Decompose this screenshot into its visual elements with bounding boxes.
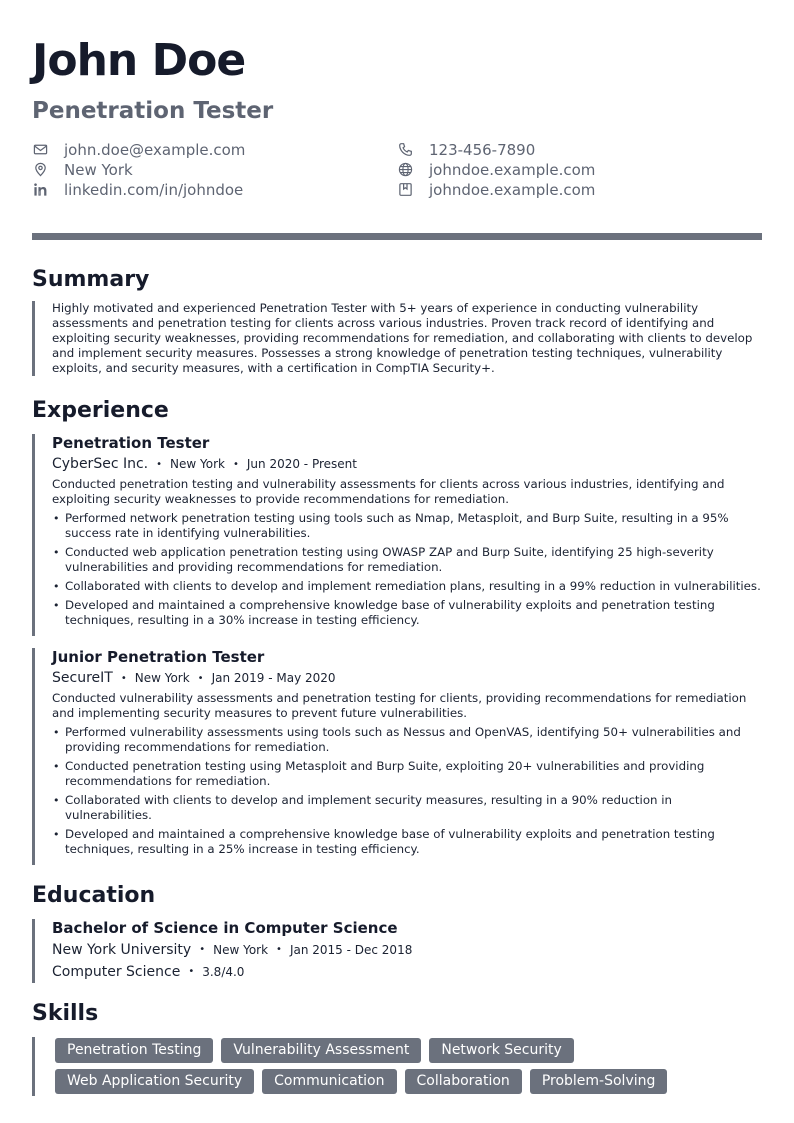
job-achievements (52, 725, 762, 857)
separator-dot: • (232, 459, 239, 470)
skill-tag: Communication (262, 1069, 396, 1094)
contact-phone[interactable] (397, 140, 762, 159)
achievement-item: • Collaborated with clients to develop and implement security measures, resulting in a 90% reduction in vulnerabilities. (52, 793, 762, 823)
skill-tag: Collaboration (405, 1069, 522, 1094)
location-icon (32, 162, 48, 178)
candidate-role: Penetration Tester (32, 98, 274, 124)
summary-block (32, 301, 762, 376)
contact-email[interactable] (32, 140, 397, 159)
contact-location (32, 160, 397, 179)
field-of-study: Computer Science (52, 964, 181, 980)
job-dates: Jan 2019 - May 2020 (211, 671, 336, 685)
contact-portfolio-text: johndoe.example.com (429, 180, 596, 199)
education-dates: Jan 2015 - Dec 2018 (289, 943, 413, 957)
job-company: CyberSec Inc. (52, 456, 149, 472)
job-achievements (52, 511, 762, 628)
job-location: New York (134, 671, 190, 685)
skill-tag: Web Application Security (55, 1069, 254, 1094)
contact-linkedin-text: linkedin.com/in/johndoe (64, 180, 244, 199)
skill-tag: Problem-Solving (530, 1069, 668, 1094)
header-divider (32, 233, 762, 240)
job-entry (32, 434, 762, 636)
contact-email-text: john.doe@example.com (64, 140, 246, 159)
contact-website-text: johndoe.example.com (429, 160, 596, 179)
school-name: New York University (52, 942, 192, 958)
education-field-line (52, 963, 762, 981)
job-description: Conducted vulnerability assessments and penetration testing for clients, providing recommendations for remediation and implementing security measures to prevent future vulnerabilities. (52, 691, 747, 720)
job-meta (52, 456, 762, 473)
contact-linkedin[interactable] (32, 180, 397, 199)
phone-icon (397, 142, 413, 158)
job-entry (32, 648, 762, 865)
skills-block (32, 1037, 762, 1096)
achievement-item: • Conducted penetration testing using Metasploit and Burp Suite, exploiting 20+ vulnerabilities and providing recommendations for remediation. (52, 759, 762, 789)
skills-heading: Skills (32, 1001, 99, 1026)
job-dates: Jun 2020 - Present (246, 457, 357, 471)
experience-heading: Experience (32, 398, 169, 423)
summary-text: Highly motivated and experienced Penetration Tester with 5+ years of experience in conducting vulnerability assessments and penetration testing for clients across various industries. Proven track record of identifying and exploiting security weaknesses, providing recommendations for remediation, and collaborating with clients to develop and implement security measures. Possesses a strong knowledge of penetration testing techniques, vulnerability exploits, and security measures, with a certification in CompTIA Security+. (52, 301, 753, 375)
contact-portfolio[interactable] (397, 180, 762, 199)
job-title: Penetration Tester (52, 434, 210, 452)
achievement-item: • Conducted web application penetration testing using OWASP ZAP and Burp Suite, identifying 25 high-severity vulnerabilities and providing recommendations for remediation. (52, 545, 762, 575)
skills-list (55, 1037, 767, 1096)
achievement-item: • Performed vulnerability assessments using tools such as Nessus and OpenVAS, identifying 50+ vulnerabilities and providing recommendations for remediation. (52, 725, 762, 755)
education-heading: Education (32, 883, 156, 908)
degree-title: Bachelor of Science in Computer Science (52, 919, 398, 937)
contact-location-text: New York (64, 160, 133, 179)
achievement-item: • Developed and maintained a comprehensive knowledge base of vulnerability exploits and penetration testing techniques, resulting in a 30% increase in testing efficiency. (52, 598, 762, 628)
mail-icon (32, 142, 48, 158)
separator-dot: • (188, 966, 195, 977)
separator-dot: • (197, 673, 204, 684)
education-meta (52, 941, 762, 959)
globe-icon (397, 162, 413, 178)
portfolio-icon (397, 182, 413, 198)
contact-phone-text: 123-456-7890 (429, 140, 536, 159)
job-location: New York (170, 457, 225, 471)
separator-dot: • (156, 459, 163, 470)
job-company: SecureIT (52, 670, 113, 686)
separator-dot: • (199, 944, 206, 955)
summary-heading: Summary (32, 267, 150, 292)
job-meta (52, 670, 762, 687)
achievement-item: • Developed and maintained a comprehensive knowledge base of vulnerability exploits and penetration testing techniques, resulting in a 25% increase in testing efficiency. (52, 827, 762, 857)
linkedin-icon (32, 182, 48, 198)
separator-dot: • (120, 673, 127, 684)
achievement-item: • Performed network penetration testing using tools such as Nmap, Metasploit, and Burp Suite, resulting in a 95% success rate in identifying vulnerabilities. (52, 511, 762, 541)
achievement-item: • Collaborated with clients to develop and implement remediation plans, resulting in a 99% reduction in vulnerabilities. (52, 579, 762, 594)
separator-dot: • (276, 944, 282, 955)
education-block (32, 919, 762, 983)
skill-tag: Vulnerability Assessment (221, 1038, 421, 1063)
job-title: Junior Penetration Tester (52, 648, 265, 666)
contact-website[interactable] (397, 160, 762, 179)
job-description: Conducted penetration testing and vulnerability assessments for clients across various industries, identifying and exploiting security weaknesses to provide recommendations for remediation. (52, 477, 725, 506)
gpa: 3.8/4.0 (202, 965, 245, 979)
candidate-name: John Doe (32, 35, 246, 86)
skill-tag: Network Security (429, 1038, 573, 1063)
skill-tag: Penetration Testing (55, 1038, 213, 1063)
contact-info (32, 140, 762, 199)
school-location: New York (213, 943, 269, 957)
